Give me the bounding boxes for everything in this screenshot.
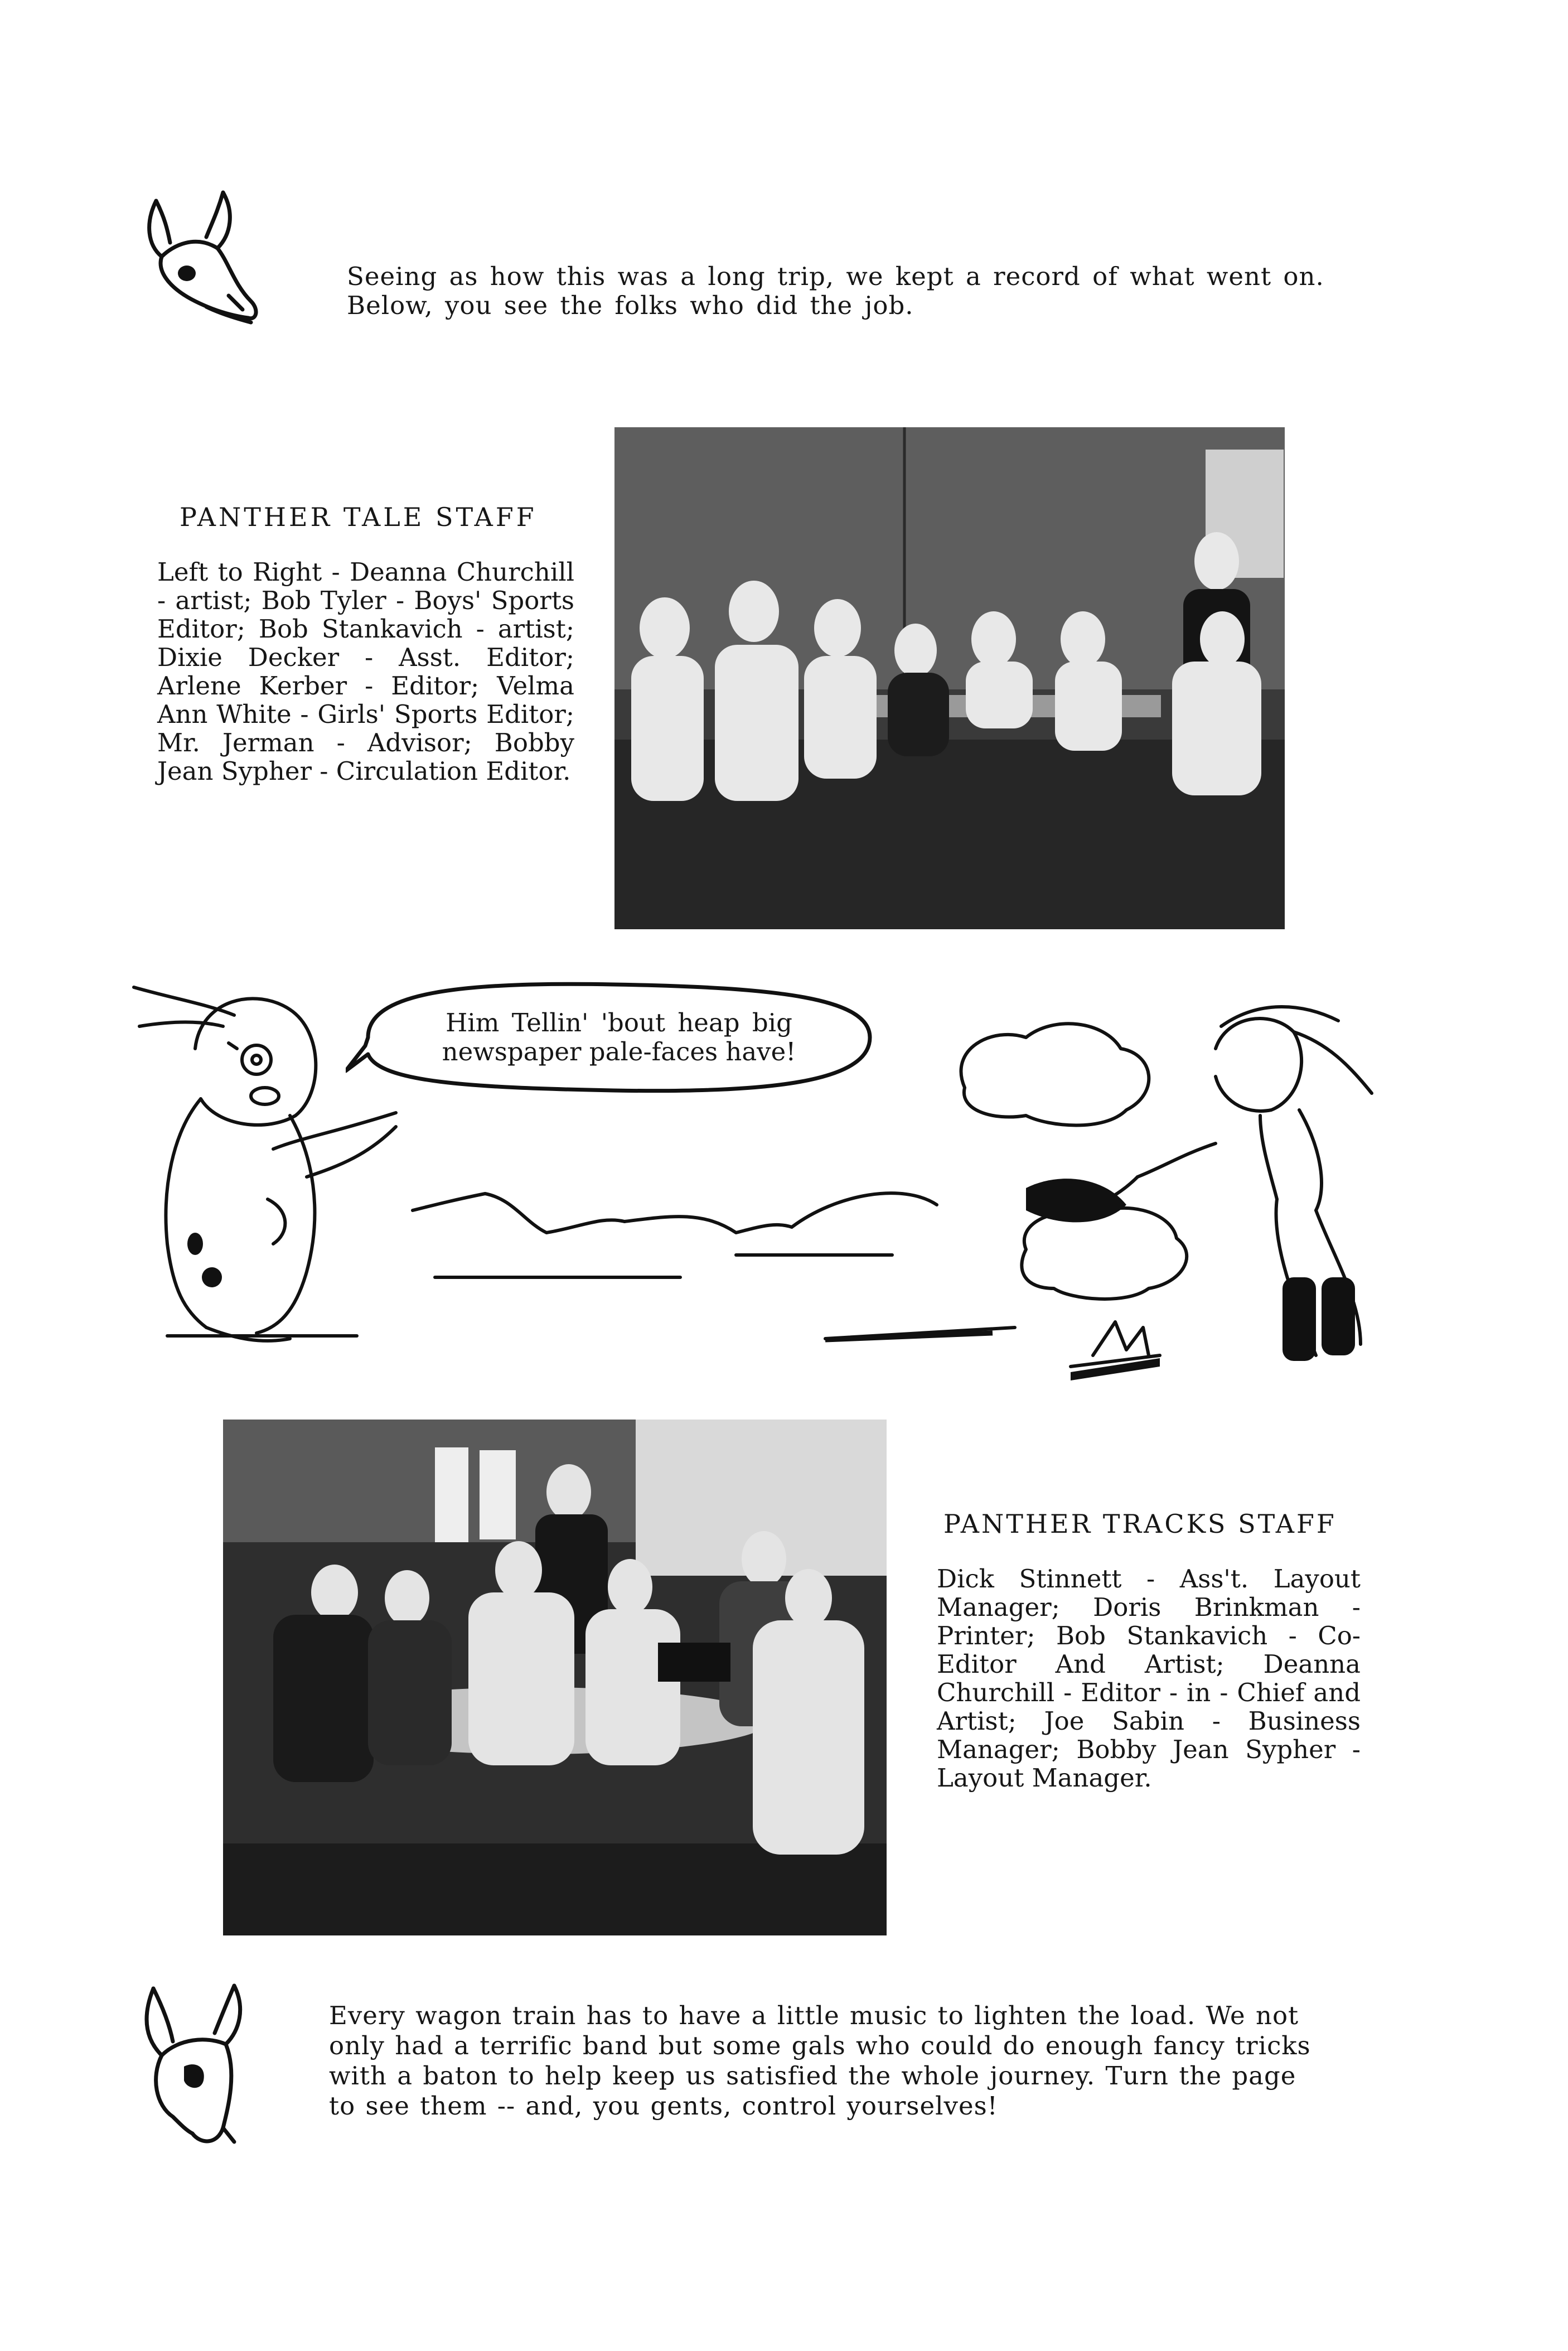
intro-line-2: Below, you see the folks who did the job. [347, 291, 914, 320]
closing-line-3: with a baton to help keep us satisfied the whole journey. Turn the page [329, 2061, 1296, 2091]
panther-tale-staff-photo [614, 427, 1285, 929]
cow-skull-icon-bottom [139, 1983, 268, 2150]
panther-tale-staff-heading: PANTHER TALE STAFF [180, 502, 537, 532]
intro-line-1: Seeing as how this was a long trip, we kept a record of what went on. [347, 262, 1324, 291]
bubble-line-1: Him Tellin' 'bout heap big [446, 1008, 792, 1037]
panther-tracks-staff-photo [223, 1420, 887, 1935]
closing-line-4: to see them -- and, you gents, control yourselves! [329, 2091, 998, 2121]
closing-line-2: only had a terrific band but some gals who could do enough fancy tricks [329, 2031, 1311, 2060]
cow-skull-icon-top [139, 190, 268, 329]
panther-tracks-staff-caption: Dick Stinnett - Ass't. Layout Manager; Doris Brinkman - Printer; Bob Stankavich - Co-Editor And Artist; Deanna Churchill - Editor - in - Chief and Artist; Joe Sabin - Business Manager; Bobby Jean Sypher - Layout Manager. [937, 1564, 1361, 1793]
speech-bubble [346, 976, 887, 1099]
panther-tracks-staff-heading: PANTHER TRACKS STAFF [943, 1509, 1337, 1539]
bubble-line-2: newspaper pale-faces have! [442, 1037, 796, 1066]
closing-line-1: Every wagon train has to have a little music to lighten the load. We not [329, 2001, 1299, 2030]
panther-tale-staff-caption: Left to Right - Deanna Churchill - artist; Bob Tyler - Boys' Sports Editor; Bob Stankavich - artist; Dixie Decker - Asst. Editor; Arlene Kerber - Editor; Velma Ann White - Girls' Sports Editor; Mr. Jerman - Advisor; Bobby Jean Sypher - Circulation Editor. [157, 557, 574, 786]
